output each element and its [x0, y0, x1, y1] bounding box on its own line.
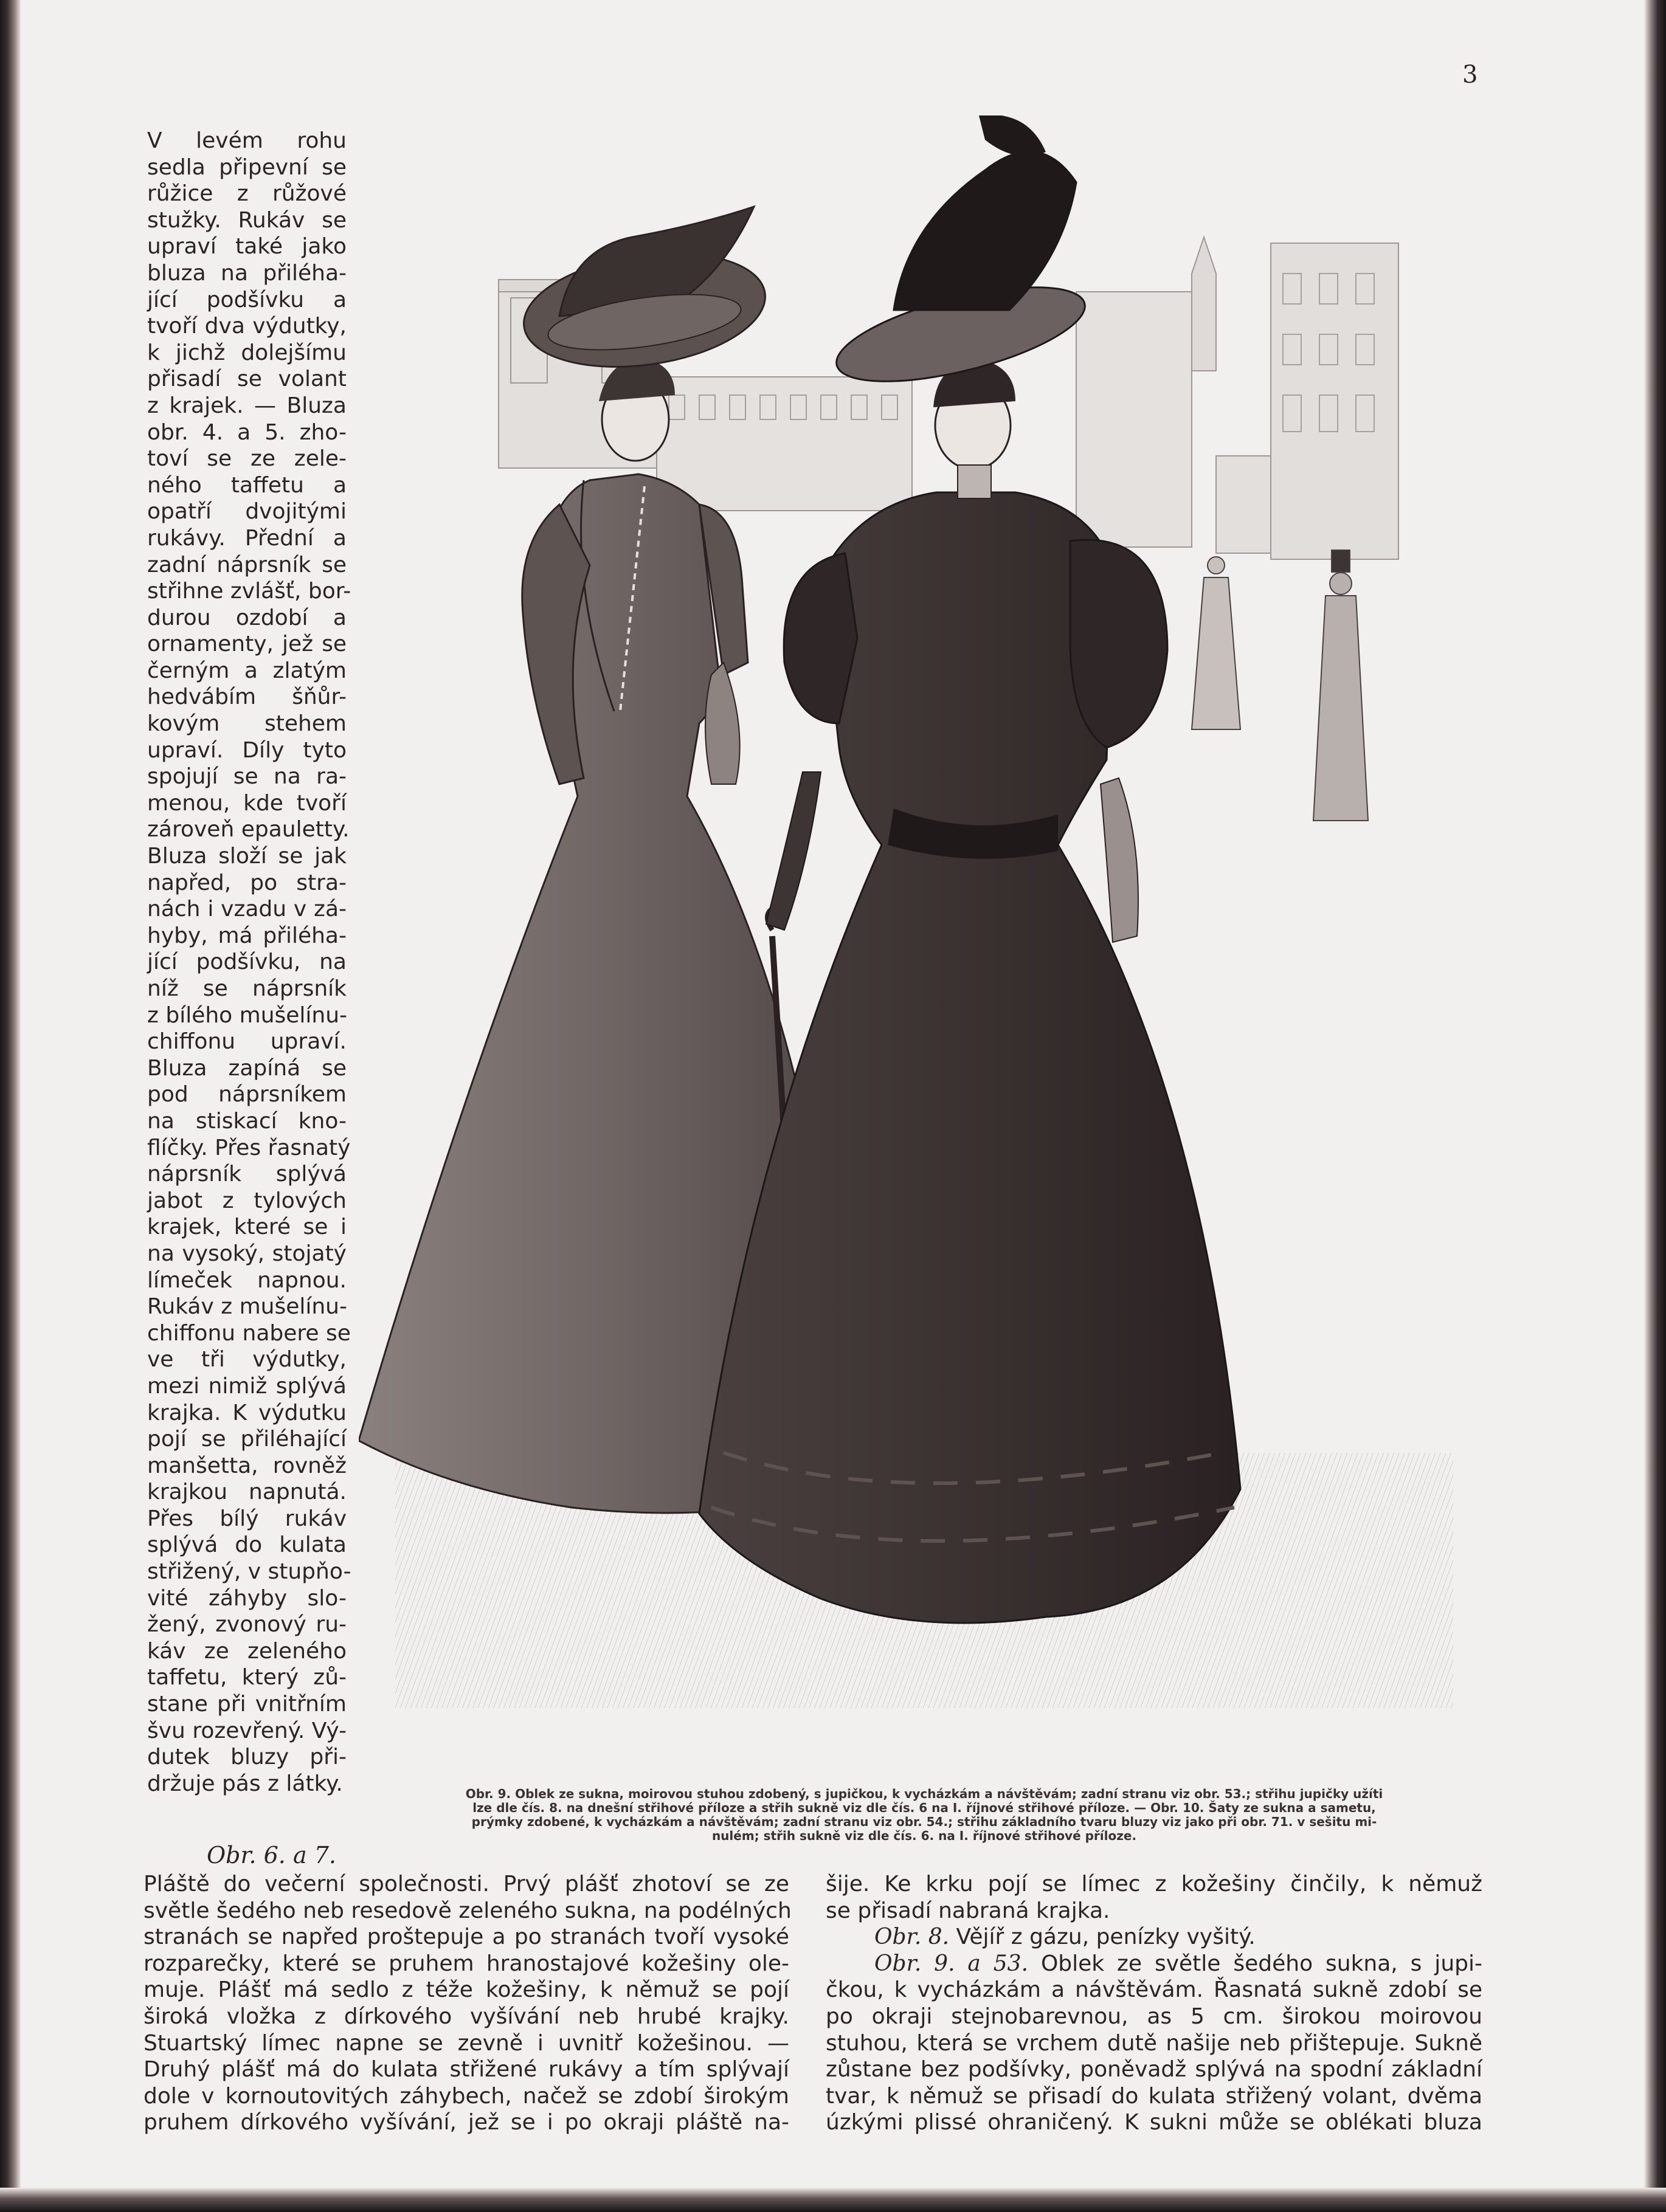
obr-9-text: Oblek ze světle šedého sukna, s jupi- [1040, 1951, 1482, 1976]
text-line: chiffonu nabere se [147, 1320, 351, 1346]
text-line: obr. 4. a 5. zho- [147, 419, 347, 445]
obr-8-paragraph [826, 1924, 1482, 1951]
text-line: ornamenty, jež se [147, 632, 347, 657]
page-number: 3 [1462, 61, 1478, 89]
text-line: dutek bluzy při- [147, 1745, 347, 1770]
text-line: po okraji stejnobarevnou, as 5 cm. širokou moirovou [826, 2004, 1482, 2029]
text-line: ného taffetu a [147, 472, 347, 498]
obr-9-body [826, 1977, 1482, 2136]
text-line: límeček napnou. [147, 1267, 347, 1293]
text-line: menou, kde tvoří [147, 790, 347, 816]
text-line: čkou, k vycházkám a návštěvám. Řasnatá sukně zdobí se [826, 1977, 1482, 2003]
background-gentleman [1313, 550, 1368, 821]
text-line: švu rozevřený. Vý- [147, 1718, 347, 1743]
text-line: ve tři výdutky, [147, 1347, 347, 1373]
text-line: mezi nimiž splývá [147, 1373, 347, 1399]
text-line: rukávy. Přední a [147, 525, 347, 551]
text-line: taffetu, který zů- [147, 1665, 347, 1690]
text-line: hedvábím šňůr- [147, 684, 347, 710]
text-line: Bluza složí se jak [147, 844, 347, 869]
caption-line: nulém; střih sukně viz dle čís. 6. na I. říjnové střihové příloze. [711, 1828, 1137, 1843]
right-figure-hat [828, 115, 1094, 401]
text-line: káv ze zeleného [147, 1638, 347, 1664]
text-line: zůstane bez podšívky, poněvadž splývá na spodní základní [826, 2057, 1482, 2083]
text-line: tvar, k němuž se přisadí do kulata střižený volant, dvěma [826, 2083, 1482, 2109]
obr-8-label: Obr. 8. [874, 1924, 950, 1950]
text-line: stranách se napřed proštepuje a po stranách tvoří vysoké [143, 1924, 789, 1950]
scan-edge-left [0, 0, 21, 2212]
text-line: k jichž dolejšímu [147, 340, 347, 365]
text-line: bluza na přiléha- [147, 260, 347, 286]
text-line: chiffonu upraví. [147, 1029, 347, 1055]
text-line: splývá do kulata [147, 1532, 347, 1558]
text-line: opatří dvojitými [147, 499, 347, 525]
text-line: žený, zvonový ru- [147, 1612, 347, 1638]
text-line: hyby, má přiléha- [147, 923, 347, 948]
text-line: níž se náprsník [147, 976, 347, 1001]
text-line: pojí se přiléhající [147, 1427, 347, 1452]
text-line: upraví také jako [147, 234, 347, 260]
text-line: V levém rohu [147, 128, 347, 153]
text-line: vité záhyby slo- [147, 1585, 347, 1611]
text-line: držuje pás z látky. [147, 1771, 343, 1796]
obr-9-label: Obr. 9. a 53. [874, 1951, 1029, 1976]
text-line: Pláště do večerní společnosti. Prvý plášť zhotoví se ze [143, 1872, 789, 1897]
text-line: tvoří dva výdutky, [147, 314, 347, 339]
text-line: napřed, po stra- [147, 870, 347, 895]
text-line: pod náprsníkem [147, 1082, 347, 1108]
text-line: upraví. Díly tyto [147, 737, 347, 763]
text-line: stane při vnitřním [147, 1692, 347, 1717]
text-line: spojují se na ra- [147, 764, 347, 790]
obr-8-text: Vějíř z gázu, penízky vyšitý. [956, 1924, 1256, 1950]
text-line: růžice z růžové [147, 181, 347, 207]
text-line: durou ozdobí a [147, 605, 347, 630]
text-line: široká vložka z dírkového vyšívání neb hrubé krajky. [143, 2004, 789, 2029]
text-line: přisadí se volant [147, 367, 347, 392]
text-line: na vysoký, stojatý [147, 1241, 347, 1266]
text-line: na stiskací kno- [147, 1108, 347, 1134]
text-line: muje. Plášť má sedlo z téže kožešiny, k němuž se pojí [143, 1977, 789, 2003]
text-line: náprsník splývá [147, 1162, 347, 1187]
bottom-right-text [826, 1871, 1482, 2136]
text-line: světle šedého neb resedově zeleného sukna, na podélných [143, 1898, 792, 1923]
text-line: zároveň epauletty. [147, 817, 350, 842]
text-line: z krajek. — Bluza [147, 393, 347, 418]
text-line: střihne zvlášť, bor- [147, 579, 351, 604]
text-line: krajek, které se i [147, 1215, 347, 1240]
text-line: dole v kornoutovitých záhybech, načež se zdobí širokým [143, 2083, 789, 2109]
scan-edge-right [1644, 0, 1666, 2212]
caption-line: prýmky zdobené, k vycházkám a návštěvám; zadní stranu viz obr. 54.; střihu základního tvaru bluzy viz jako při obr. 71. v sešitu mi- [471, 1814, 1377, 1829]
text-line: Druhý plášť má do kulata střižené rukávy a tím splývají [143, 2057, 789, 2083]
text-line: úzkými plissé ohraničený. K sukni může se oblékati bluza [826, 2110, 1482, 2135]
text-line: jící podšívku, na [147, 949, 347, 975]
text-line: černým a zlatým [147, 658, 347, 683]
text-line: jabot z tylových [147, 1188, 347, 1213]
text-line: stužky. Rukáv se [147, 207, 347, 233]
text-line: Bluza zapíná se [147, 1055, 347, 1081]
text-line: pruhem dírkového vyšívání, jež se i po okraji pláště na- [143, 2110, 789, 2135]
text-line: toví se ze zele- [147, 446, 347, 472]
obr-9-paragraph [826, 1951, 1482, 1977]
text-line: z bílého mušelínu- [147, 1002, 348, 1028]
figure-caption [365, 1787, 1484, 1843]
caption-line: lze dle čís. 8. na dnešní střihové příloze a střih sukně viz dle čís. 6 na I. říjnové střihové příloze. — Obr. 10. Šaty ze sukna a sametu, [472, 1800, 1376, 1815]
bottom-left-text [143, 1871, 792, 2136]
text-line: rozparečky, které se pruhem hranostajové kožešiny ole- [143, 1951, 789, 1976]
fashion-plate-illustration [359, 115, 1490, 1781]
text-line: stuhou, která se vrchem dutě našije neb přištepuje. Sukně [826, 2030, 1482, 2056]
text-line: flíčky. Přes řasnatý [147, 1135, 351, 1160]
left-text-column [147, 128, 351, 1797]
text-line: nách i vzadu v zá- [147, 897, 347, 922]
left-figure-hat [516, 207, 772, 381]
background-lady [1192, 557, 1240, 729]
text-line: krajka. K výdutku [147, 1400, 347, 1425]
text-line: střižený, v stupňo- [147, 1559, 351, 1585]
text-line: kovým stehem [147, 711, 347, 737]
text-line: jící podšívku a [147, 287, 347, 312]
text-line: sedla připevní se [147, 154, 347, 180]
text-line: krajkou napnutá. [147, 1480, 347, 1505]
text-line: Stuartský límec napne se zevně i uvnitř kožešinou. — [143, 2030, 789, 2056]
text-line: se přisadí nabraná krajka. [826, 1898, 1110, 1923]
scan-edge-bottom [0, 2188, 1666, 2212]
text-line: šije. Ke krku pojí se límec z kožešiny činčily, k němuž [826, 1872, 1482, 1897]
text-line: Přes bílý rukáv [147, 1506, 347, 1531]
text-line: zadní náprsník se [147, 552, 347, 577]
text-line: Rukáv z mušelínu- [147, 1294, 347, 1320]
text-line: manšetta, rovněž [147, 1453, 347, 1478]
obr-6-7-heading: Obr. 6. a 7. [207, 1842, 336, 1869]
caption-line: Obr. 9. Oblek ze sukna, moirovou stuhou zdobený, s jupičkou, k vycházkám a návštěvám; zadní stranu viz obr. 53.; střihu jupičky užíti [465, 1786, 1383, 1801]
